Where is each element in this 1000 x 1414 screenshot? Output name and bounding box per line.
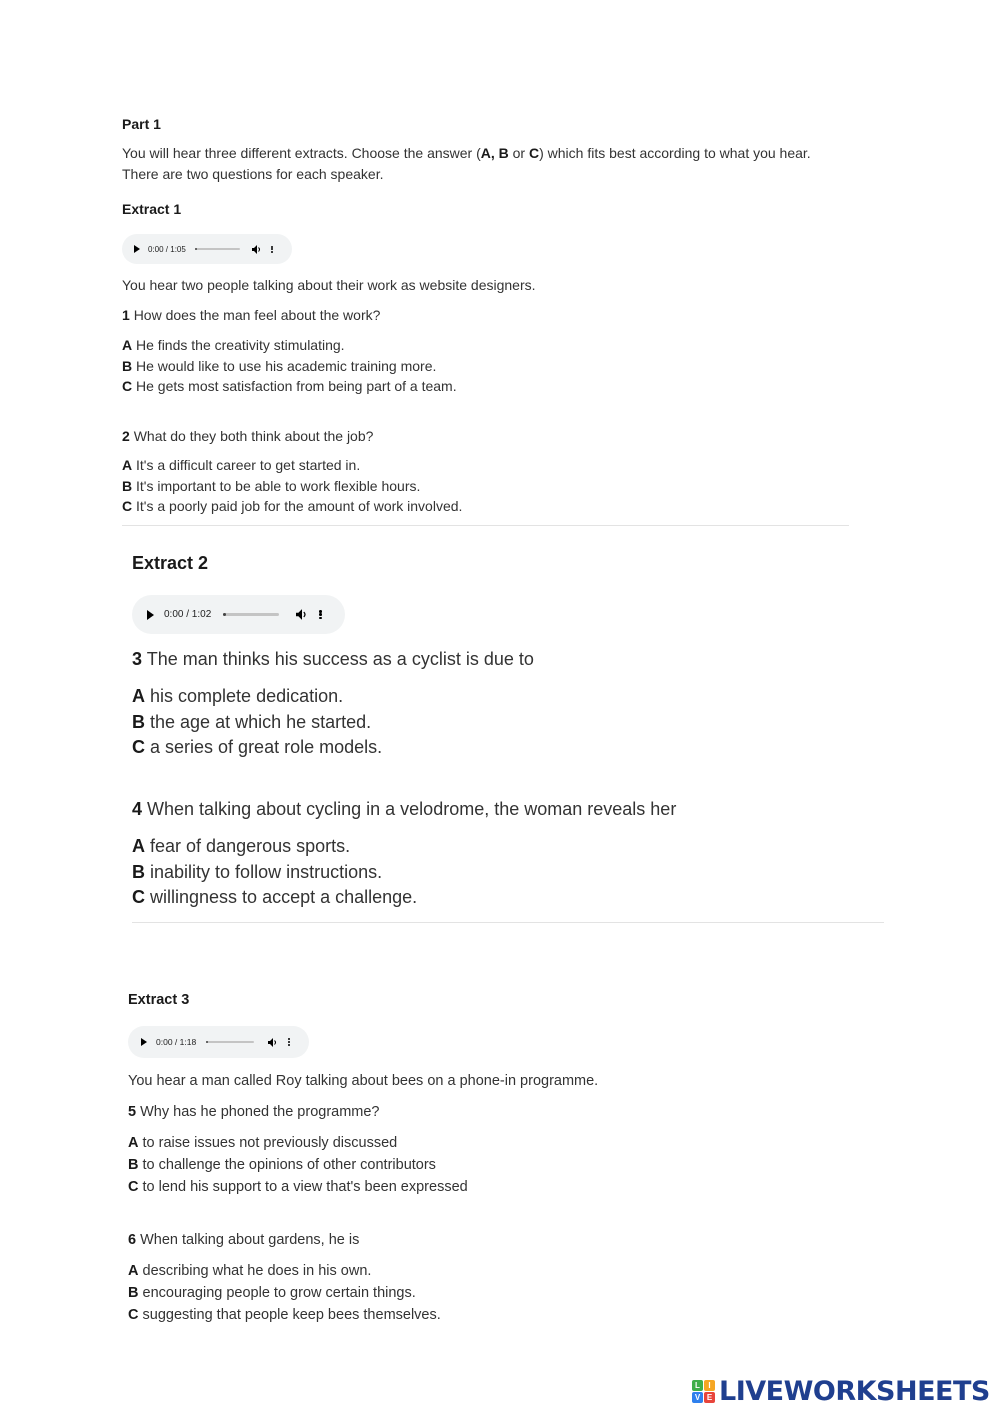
question-1 [122, 305, 380, 326]
audio-progress-fill [223, 613, 225, 616]
option-a: A It's a difficult career to get started in. [122, 457, 361, 473]
more-options-icon[interactable] [319, 610, 322, 619]
option-a: A his complete dedication. [132, 686, 344, 706]
intro-text-2: or [508, 145, 529, 161]
more-options-icon[interactable] [271, 246, 273, 253]
logo-mark-v: V [692, 1392, 703, 1403]
audio-progress-track[interactable] [195, 248, 240, 250]
intro-line-2: There are two questions for each speaker. [122, 165, 384, 182]
question-number: 3 [132, 649, 143, 669]
option-a: A to raise issues not previously discussed [128, 1135, 398, 1151]
option-a: A fear of dangerous sports. [132, 836, 351, 856]
intro-text-1: You will hear three different extracts. Choose the answer ( [122, 145, 481, 161]
question-text: When talking about gardens, he is [140, 1232, 360, 1248]
question-5-options [128, 1132, 468, 1198]
audio-progress-track[interactable] [223, 613, 279, 616]
logo-text: LIVEWORKSHEETS [719, 1376, 990, 1407]
play-icon[interactable] [134, 245, 140, 253]
question-2-options [122, 455, 462, 517]
audio-progress-track[interactable] [206, 1041, 254, 1043]
option-c: C He gets most satisfaction from being part of a team. [122, 378, 457, 394]
question-4-options [132, 834, 417, 911]
play-icon[interactable] [141, 1038, 147, 1046]
question-number: 2 [122, 428, 130, 444]
question-1-options [122, 335, 457, 397]
extract-3-audio-player[interactable] [128, 1026, 309, 1058]
intro-bold-c: C [528, 145, 540, 161]
logo-mark-icon [692, 1380, 715, 1403]
option-c: C willingness to accept a challenge. [132, 887, 418, 907]
question-text: When talking about cycling in a velodrome, the woman reveals her [147, 799, 677, 819]
option-b: B encouraging people to grow certain things. [128, 1285, 416, 1301]
question-text: How does the man feel about the work? [133, 307, 381, 323]
option-c: C to lend his support to a view that's been expressed [128, 1179, 468, 1195]
option-b: B It's important to be able to work flexible hours. [122, 477, 421, 494]
question-number: 6 [128, 1232, 137, 1248]
question-6 [128, 1229, 359, 1251]
logo-mark-i: I [704, 1380, 715, 1391]
option-c: C suggesting that people keep bees themselves. [128, 1307, 441, 1323]
divider [132, 922, 884, 923]
extract-1-context: You hear two people talking about their work as website designers. [122, 277, 536, 293]
liveworksheets-logo [692, 1376, 990, 1407]
more-options-icon[interactable] [288, 1038, 290, 1046]
question-3-options [132, 684, 382, 761]
question-6-options [128, 1260, 441, 1326]
divider [122, 525, 849, 526]
intro-bold-ab: A, B [480, 145, 509, 161]
option-b: B inability to follow instructions. [132, 861, 383, 882]
extract-3-title: Extract 3 [128, 992, 190, 1008]
question-2 [122, 426, 373, 447]
question-text: Why has he phoned the programme? [140, 1104, 380, 1120]
question-5 [128, 1101, 380, 1123]
extract-1-title: Extract 1 [122, 201, 182, 217]
option-b: B He would like to use his academic training more. [122, 357, 437, 374]
intro-text-3: ) which fits best according to what you hear. [539, 145, 811, 161]
audio-time: 0:00 / 1:05 [148, 244, 186, 254]
option-a: A describing what he does in his own. [128, 1263, 372, 1279]
extract-3-context: You hear a man called Roy talking about bees on a phone-in programme. [128, 1073, 599, 1089]
audio-time: 0:00 / 1:18 [156, 1037, 197, 1047]
question-4 [132, 797, 676, 823]
audio-progress-fill [195, 248, 197, 250]
extract-2-title: Extract 2 [132, 553, 209, 573]
extract-2-audio-player[interactable] [132, 595, 345, 634]
volume-icon[interactable] [252, 245, 262, 254]
option-c: C It's a poorly paid job for the amount of work involved. [122, 498, 463, 514]
option-b: B the age at which he started. [132, 711, 372, 732]
audio-progress-fill [206, 1041, 208, 1043]
option-a: A He finds the creativity stimulating. [122, 337, 345, 353]
volume-icon[interactable] [296, 609, 308, 620]
option-b: B to challenge the opinions of other contributors [128, 1157, 436, 1173]
question-text: What do they both think about the job? [133, 428, 374, 444]
question-number: 1 [122, 307, 130, 323]
question-number: 5 [128, 1104, 137, 1120]
part-title: Part 1 [122, 116, 161, 132]
question-text: The man thinks his success as a cyclist is due to [146, 649, 534, 669]
question-3 [132, 647, 534, 673]
extract-1-audio-player[interactable] [122, 234, 292, 264]
option-c: C a series of great role models. [132, 737, 383, 757]
logo-mark-e: E [704, 1392, 715, 1403]
audio-time: 0:00 / 1:02 [164, 609, 212, 620]
logo-mark-l: L [692, 1380, 703, 1391]
play-icon[interactable] [147, 610, 154, 620]
volume-icon[interactable] [268, 1038, 278, 1047]
question-number: 4 [132, 799, 143, 819]
part-intro [122, 143, 882, 184]
